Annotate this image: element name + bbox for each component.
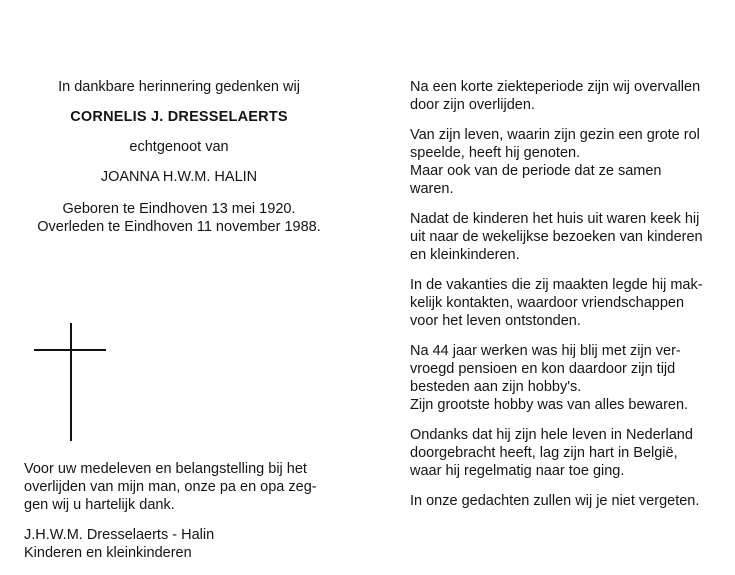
text-line: waren. <box>410 181 454 197</box>
text-line: waar hij regelmatig naar toe ging. <box>410 463 625 479</box>
signature-name: J.H.W.M. Dresselaerts - Halin <box>24 527 215 543</box>
text-line: In onze gedachten zullen wij je niet vergeten. <box>410 493 700 509</box>
paragraph-life <box>410 126 704 198</box>
thanks-line: overlijden van mijn man, onze pa en opa zeg- <box>24 479 317 495</box>
left-column <box>24 78 334 236</box>
text-line: doorgebracht heeft, lag zijn hart in België, <box>410 445 678 461</box>
thanks-line: Voor uw medeleven en belangstelling bij het <box>24 461 307 477</box>
text-line: vroegd pensioen en kon daardoor zijn tijd <box>410 361 676 377</box>
text-line: Van zijn leven, waarin zijn gezin een grote rol <box>410 127 700 143</box>
text-line: uit naar de wekelijkse bezoeken van kinderen <box>410 229 703 245</box>
spouse-name: JOANNA H.W.M. HALIN <box>100 169 258 185</box>
thanks-section <box>24 460 326 562</box>
text-line: Maar ook van de periode dat ze samen <box>410 163 662 179</box>
paragraph-closing <box>410 492 704 510</box>
text-line: besteden aan zijn hobby's. <box>410 379 582 395</box>
cross-icon <box>70 323 72 441</box>
paragraph-belgium <box>410 426 704 480</box>
right-column <box>410 78 704 522</box>
relation-text: echtgenoot van <box>129 139 229 155</box>
signature-family: Kinderen en kleinkinderen <box>24 545 192 561</box>
text-line: en kleinkinderen. <box>410 247 520 263</box>
birth-line: Geboren te Eindhoven 13 mei 1920. <box>62 201 296 217</box>
text-line: Na een korte ziekteperiode zijn wij overvallen <box>410 79 701 95</box>
text-line: Ondanks dat hij zijn hele leven in Nederland <box>410 427 693 443</box>
text-line: Nadat de kinderen het huis uit waren keek hij <box>410 211 700 227</box>
paragraph-children <box>410 210 704 264</box>
text-line: Zijn grootste hobby was van alles bewaren. <box>410 397 689 413</box>
death-line: Overleden te Eindhoven 11 november 1988. <box>37 219 321 235</box>
text-line: speelde, heeft hij genoten. <box>410 145 581 161</box>
paragraph-work <box>410 342 704 414</box>
cross-icon-bar <box>34 349 106 351</box>
text-line: In de vakanties die zij maakten legde hij mak- <box>410 277 703 293</box>
text-line: Na 44 jaar werken was hij blij met zijn ver- <box>410 343 681 359</box>
text-line: door zijn overlijden. <box>410 97 535 113</box>
intro-text: In dankbare herinnering gedenken wij <box>58 79 300 95</box>
text-line: kelijk kontakten, waardoor vriendschappen <box>410 295 685 311</box>
thanks-line: gen wij u hartelijk dank. <box>24 497 175 513</box>
text-line: voor het leven ontstonden. <box>410 313 581 329</box>
deceased-name: CORNELIS J. DRESSELAERTS <box>70 109 288 125</box>
paragraph-holidays <box>410 276 704 330</box>
paragraph-illness <box>410 78 704 114</box>
